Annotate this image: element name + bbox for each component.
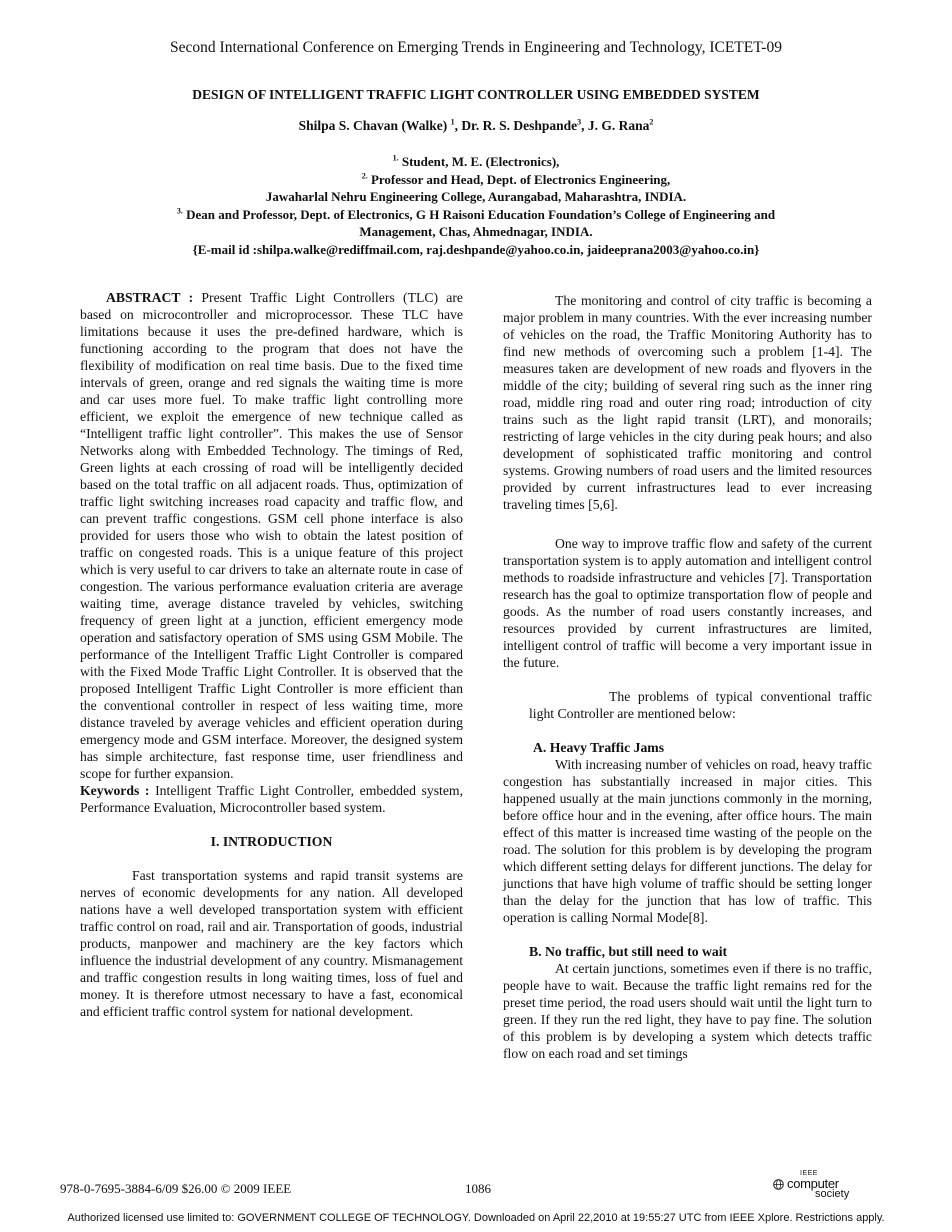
right-column [503,292,872,1062]
logo-ieee-text: IEEE [800,1170,818,1177]
author-2: , Dr. R. S. Deshpande [454,118,578,133]
author-1-sup: 1 [450,117,455,127]
author-2-sup: 3 [577,117,582,127]
subsection-a-heading: A. Heavy Traffic Jams [533,740,665,755]
page-number: 1086 [465,1181,491,1196]
affiliation-3: Jawaharlal Nehru Engineering College, Aurangabad, Maharashtra, INDIA. [265,189,687,204]
subsection-a-text: With increasing number of vehicles on road, heavy traffic congestion has substantially increased in major cities. This happened usually at the main junctions commonly in the morning, before office hour and in the evening, after office hours. The main effect of this matter is increased time wasting of the people on the road. The solution for this problem is by developing the program which different setting delays for different junctions. The delay for junctions that have high volume of traffic should be setting longer than the delay for the junction that has low of traffic. This operation is calling Normal Mode[8]. [503,757,872,925]
affiliation-1 [0,153,952,171]
author-1: Shilpa S. Chavan (Walke) [298,118,451,133]
logo-society-text: society [815,1188,850,1200]
keywords [80,782,463,816]
affiliation-4 [0,206,952,224]
abstract [80,289,463,782]
affiliation-4-sup: 3. [176,206,183,216]
author-3: , J. G. Rana [581,118,650,133]
right-paragraph-3: The problems of typical conventional traffic light Controller are mentioned below: [529,689,872,721]
intro-paragraph: Fast transportation systems and rapid transit systems are nerves of economic developments for any nation. All developed nations have a well developed transportation system with efficient traffic control on road, rail and air. Transportation of goods, industrial products, manpower and machinery are the key factors which influence the industrial development of any country. Mismanagement and traffic congestion results in long waiting times, loss of fuel and money. It is therefore utmost necessary to have a fast, economical and efficient traffic control system for national development. [80,868,463,1019]
subsection-b-text: At certain junctions, sometimes even if there is no traffic, people have to wait. Because the traffic light remains red for the preset time period, the road users should wait until the light turn to green. If they run the red light, they have to pay fine. The solution of this problem is by developing a system which detects traffic flow on each road and set timings [503,961,872,1061]
section-heading-introduction: I. INTRODUCTION [210,834,333,849]
conference-header: Second International Conference on Emerging Trends in Engineering and Technology, ICETET-09 [170,39,782,56]
subsection-b-heading: B. No traffic, but still need to wait [529,944,728,959]
right-paragraph-1: The monitoring and control of city traffic is becoming a major problem in many countries. With the ever increasing number of vehicles on the road, the Traffic Monitoring Authority has to find new methods of overcoming such a problem [1-4]. The measures taken are development of new roads and flyovers in the middle of the city; building of several ring such as the inner ring road, middle ring road and outer ring road; introduction of city trains such as the light rapid transit (LRT), and monorails; restricting of large vehicles in the city during peak hours; and also development of sophisticated traffic monitoring and control systems. Growing numbers of road users and the limited resources provided by current infrastructures lead to ever increasing traveling times [5,6]. [503,293,872,512]
affiliations [0,153,952,258]
affiliation-1-text: Student, M. E. (Electronics), [398,154,560,169]
affiliation-5: Management, Chas, Ahmednagar, INDIA. [359,224,593,239]
affiliation-2-text: Professor and Head, Dept. of Electronics Engineering, [367,171,671,187]
keywords-label: Keywords : [80,783,156,798]
affiliation-4-text: Dean and Professor, Dept. of Electronics, G H Raisoni Education Foundation’s College of Engineering and [182,206,776,222]
author-line [0,118,952,134]
paper-title: DESIGN OF INTELLIGENT TRAFFIC LIGHT CONTROLLER USING EMBEDDED SYSTEM [192,87,760,102]
left-column [80,289,463,1020]
affiliation-1-sup: 1. [392,153,399,163]
affiliation-2 [0,171,952,189]
logo-computer-text: computer [787,1176,839,1191]
computer-society-logo [773,1170,863,1204]
right-paragraph-2: One way to improve traffic flow and safety of the current transportation system is to apply automation and intelligent control methods to roadside infrastructure and vehicles [7]. Transportation research has the goal to optimize transportation flow of people and goods. As the number of road users constantly increases, and resources provided by current infrastructures are limited, intelligent control of traffic will become a very important issue in the future. [503,536,872,670]
authorized-use-notice: Authorized licensed use limited to: GOVERNMENT COLLEGE OF TECHNOLOGY. Downloaded on April 22,2010 at 19:55:27 UTC from IEEE Xplore. Restrictions apply. [67,1212,885,1224]
copyright-notice: 978-0-7695-3884-6/09 $26.00 © 2009 IEEE [60,1181,292,1196]
affiliation-2-sup: 2. [361,171,368,181]
email-line: {E-mail id :shilpa.walke@rediffmail.com, raj.deshpande@yahoo.co.in, jaideeprana2003@yahoo.co.in} [192,241,760,257]
abstract-text: Present Traffic Light Controllers (TLC) are based on microcontroller and microprocessor. These TLC have limitations because it uses the pre-defined hardware, which is functioning according to the program that does not have the flexibility of modification on real time basis. Due to the fixed time intervals of green, orange and red signals the waiting time is more and car uses more fuel. To make traffic light controlling more efficient, we exploit the emergence of new technique called as “Intelligent traffic light controller”. This makes the use of Sensor Networks along with Embedded Technology. The timings of Red, Green lights at each crossing of road will be intelligently decided based on the total traffic on all adjacent roads. Thus, optimization of traffic light switching increases road capacity and traffic flow, and can prevent traffic congestions. GSM cell phone interface is also provided for users those who wish to obtain the latest position of traffic on congested roads. This is a unique feature of this project which is very useful to car drivers to take an alternate route in case of congestion. The various performance evaluation criteria are average waiting time, average distance traveled by vehicles, switching frequency of green light at a junction, efficient emergency mode operation and satisfactory operation of SMS using GSM Mobile. The performance of the Intelligent Traffic Light Controller is compared with the Fixed Mode Traffic Light Controller. It is observed that the proposed Intelligent Traffic Light Controller is more efficient than the conventional controller in respect of less waiting time, more distance traveled by average vehicles and efficient operation during emergency mode and GSM interface. Moreover, the designed system has simple architecture, fast response time, user friendliness and scope for further expansion. [80,290,463,781]
keywords-text: Intelligent Traffic Light Controller, embedded system, Performance Evaluation, Microcontroller based system. [80,783,463,815]
abstract-label: ABSTRACT : [106,290,202,305]
author-3-sup: 2 [649,117,654,127]
globe-icon [773,1179,784,1190]
